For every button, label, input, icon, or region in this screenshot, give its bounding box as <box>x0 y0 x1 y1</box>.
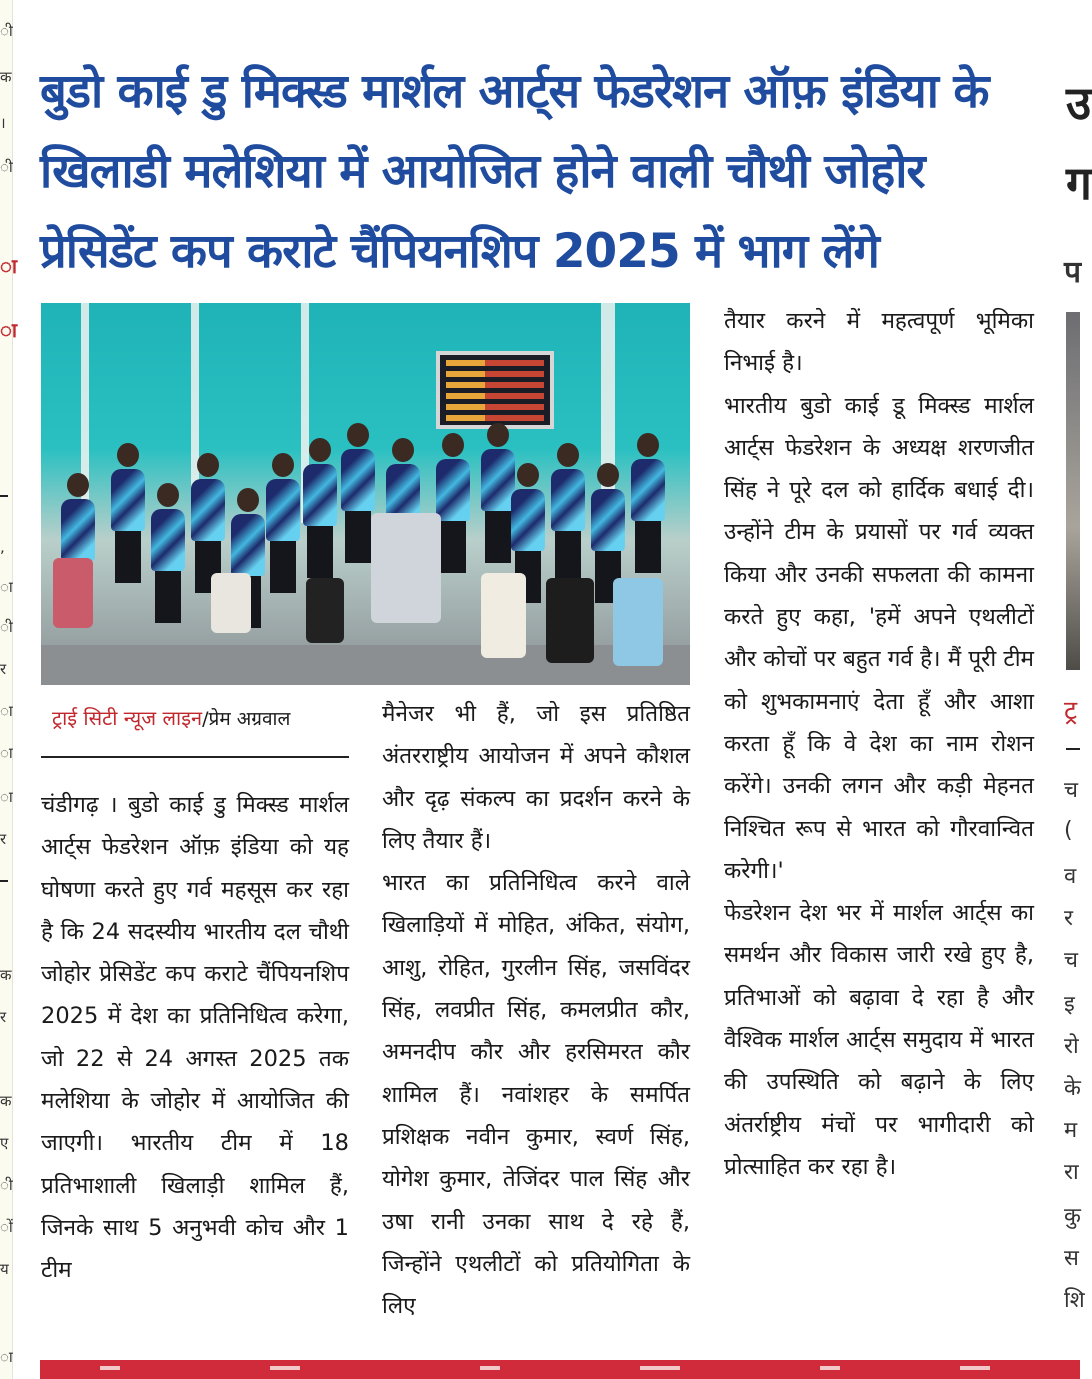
article-paragraph: मैनेजर भी हैं, जो इस प्रतिष्ठित अंतरराष्ट्रीय आयोजन में अपने कौशल और दृढ़ संकल्प का प्रदर्शन करने के लिए तैयार हैं। <box>382 701 690 854</box>
article-paragraph: तैयार करने में महत्वपूर्ण भूमिका निभाई है। <box>724 308 1034 377</box>
article-paragraph: चंडीगढ़ । बुडो काई डु मिक्स्ड मार्शल आर्ट्स फेडरेशन ऑफ़ इंडिया को यह घोषणा करते हुए गर्व महसूस कर रहा है कि 24 सदस्यीय भारतीय दल चौथी जोहोर प्रेसिडेंट कप कराटे चैंपियनशिप 2025 में देश का प्रतिनिधित्व करेगा, जो 22 से 24 अगस्त 2025 तक मलेशिया के जोहोर में आयोजित की जाएगी। भारतीय टीम में 18 प्रतिभाशाली खिलाड़ी शामिल हैं, जिनके साथ 5 अनुभवी कोच और 1 टीम <box>41 792 349 1284</box>
next-headline-banner <box>40 1360 1080 1379</box>
byline-source: ट्राई सिटी न्यूज लाइन <box>52 706 203 730</box>
byline-divider <box>41 756 349 758</box>
headline-line-1: बुडो काई डु मिक्स्ड मार्शल आर्ट्स फेडरेशन ऑफ़ इंडिया के <box>40 64 989 119</box>
headline <box>40 52 1040 292</box>
adjacent-column-right: उ ग प ट्र च ( व र च इ रो के म रा कु स शि <box>1064 76 1092 1313</box>
article-column-2 <box>382 693 690 1327</box>
headline-line-2: खिलाडी मलेशिया में आयोजित होने वाली चौथी जोहोर <box>40 144 925 199</box>
article-paragraph: फेडरेशन देश भर में मार्शल आर्ट्स का समर्थन और विकास जारी रखे हुए है, प्रतिभाओं को बढ़ावा दे रहा है और वैश्विक मार्शल आर्ट्स समुदाय में भारत की उपस्थिति को बढ़ाने के लिए अंतर्राष्ट्रीय मंचों पर भागीदारी को प्रोत्साहित कर रहा है। <box>724 900 1034 1180</box>
article-paragraph: भारत का प्रतिनिधित्व करने वाले खिलाड़ियों में मोहित, अंकित, संयोग, आशु, रोहित, गुरलीन सिंह, जसविंदर सिंह, लवप्रीत सिंह, कमलप्रीत कौर, अमनदीप कौर और हरसिमरत कौर शामिल हैं। नवांशहर के समर्पित प्रशिक्षक नवीन कुमार, स्वर्ण सिंह, योगेश कुमार, तेजिंदर पाल सिंह और उषा रानी उनका साथ दे रहे हैं, जिन्होंने एथलीटों को प्रतियोगिता के लिए <box>382 870 690 1320</box>
departure-board <box>436 351 554 429</box>
headline-line-3: प्रेसिडेंट कप कराटे चैंपियनशिप 2025 में भाग लेंगे <box>40 224 879 279</box>
byline-author: /प्रेम अग्रवाल <box>202 708 291 730</box>
article-column-3 <box>724 300 1034 1188</box>
team-group-photo <box>41 303 690 685</box>
adjacent-rule <box>1066 748 1080 750</box>
article-paragraph: भारतीय बुडो काई डू मिक्स्ड मार्शल आर्ट्स फेडरेशन के अध्यक्ष शरणजीत सिंह ने पूरे दल को हार्दिक बधाई दी। उन्होंने टीम के प्रयासों पर गर्व व्यक्त किया और उनकी सफलता की कामना करते हुए कहा, 'हमें अपने एथलीटों और कोचों पर बहुत गर्व है। मैं पूरी टीम को शुभकामनाएं देता हूँ और आशा करता हूँ कि वे देश का नाम रोशन करेंगे। उनकी लगन और कड़ी मेहनत निश्चित रूप से भारत को गौरवान्वित करेगी।' <box>724 392 1034 884</box>
adjacent-photo <box>1066 312 1080 670</box>
byline <box>52 704 290 731</box>
article-column-1 <box>41 784 349 1292</box>
adjacent-column-left: ी क । ी ा ा , ा ी र ा ा ा र क र क ए ी ों य ा <box>0 0 13 1379</box>
